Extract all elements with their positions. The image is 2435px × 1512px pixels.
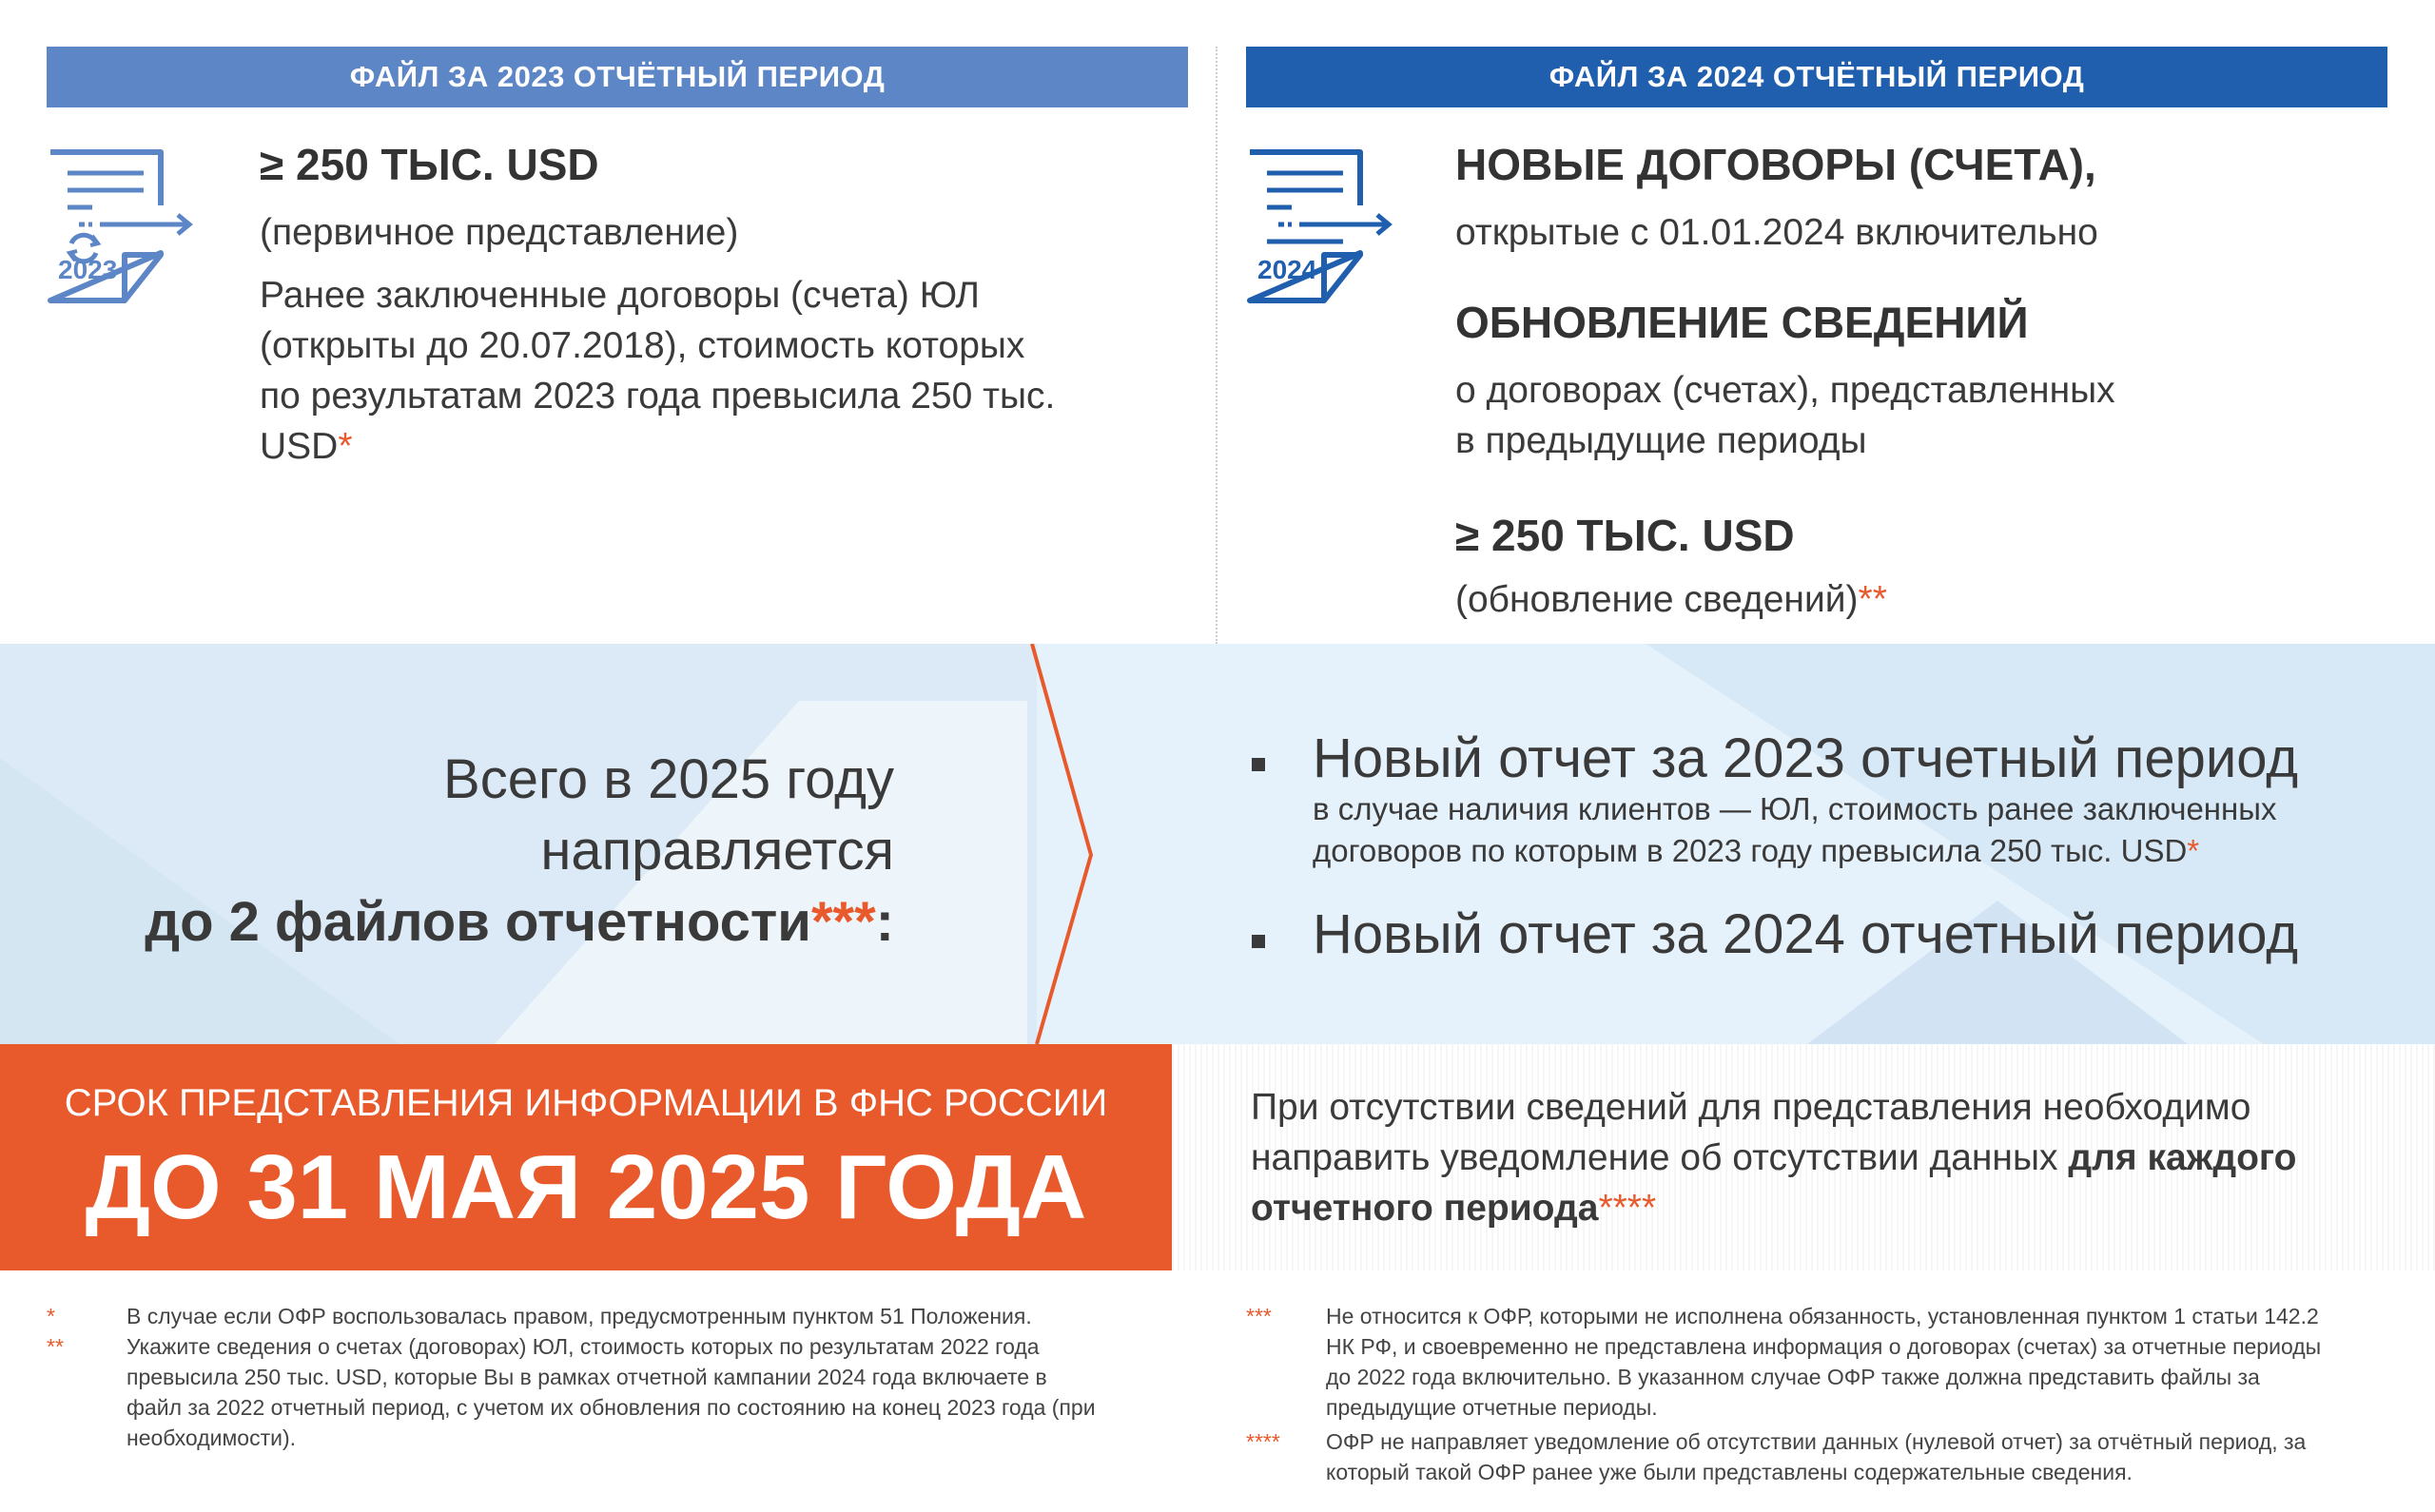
footnote-line: необходимости). <box>127 1425 297 1450</box>
left-body-line: USD <box>260 426 339 467</box>
band-summary-text <box>145 744 894 958</box>
left-subtitle: (первичное представление) <box>260 212 739 253</box>
footnote-line: Не относится к ОФР, которыми не исполнена обязанность, установленная пунктом 1 статьи 142.2 <box>1326 1304 2319 1328</box>
right-sub-new-contracts: открытые с 01.01.2024 включительно <box>1455 212 2098 253</box>
footnote-line: НК РФ, и своевременно не представлена информация о договорах (счетах) за отчетные периоды <box>1326 1334 2322 1359</box>
right-sub-update-line: в предыдущие периоды <box>1455 420 1867 461</box>
deadline-caption: СРОК ПРЕДСТАВЛЕНИЯ ИНФОРМАЦИИ В ФНС РОССИИ <box>64 1082 1108 1124</box>
document-2024-icon <box>1246 148 1398 305</box>
footnote-mark: * <box>338 426 353 467</box>
icon-year-label: 2024 <box>1257 255 1317 284</box>
column-divider <box>1216 47 1218 644</box>
footnote-text <box>1326 1426 2306 1487</box>
bullet-title-2023: Новый отчет за 2023 отчетный период <box>1313 727 2299 789</box>
footnote-line: который такой ОФР ранее уже были представлены содержательные сведения. <box>1326 1460 2133 1484</box>
footnote-text <box>1326 1301 2321 1423</box>
notice-panel <box>1172 1044 2435 1270</box>
footnote-line: предыдущие отчетные периоды. <box>1326 1395 1658 1420</box>
notice-line: При отсутствии сведений для представления необходимо <box>1251 1087 2251 1128</box>
bullet-marker <box>1252 758 1265 771</box>
right-title-update: ОБНОВЛЕНИЕ СВЕДЕНИЙ <box>1455 298 2029 347</box>
footnote-text: В случае если ОФР воспользовалась правом, предусмотренным пунктом 51 Положения. <box>127 1304 1032 1328</box>
header-2024-period: ФАЙЛ ЗА 2024 ОТЧЁТНЫЙ ПЕРИОД <box>1246 47 2387 107</box>
right-title-new-contracts: НОВЫЕ ДОГОВОРЫ (СЧЕТА), <box>1455 140 2096 189</box>
bullet-marker <box>1252 935 1265 948</box>
notice-bold: для каждого <box>2068 1137 2297 1178</box>
footnote-mark: **** <box>1246 1429 1280 1454</box>
band-colon: : <box>875 891 894 953</box>
footnote-mark: * <box>47 1304 55 1328</box>
notice-bold: отчетного периода <box>1251 1188 1599 1229</box>
summary-band <box>0 644 2435 1044</box>
icon-year-label: 2023 <box>58 255 118 284</box>
bullet-desc-line: договоров по которым в 2023 году превысила 250 тыс. USD <box>1313 833 2188 868</box>
document-2023-icon <box>47 148 199 305</box>
left-body-line: по результатам 2023 года превысила 250 тыс. <box>260 376 1056 417</box>
left-body-line: Ранее заключенные договоры (счета) ЮЛ <box>260 275 980 316</box>
right-sub-threshold <box>1455 574 1887 625</box>
left-body <box>260 270 1055 472</box>
footnote-mark: *** <box>810 891 876 953</box>
right-sub-update <box>1455 365 2115 466</box>
header-2023-period: ФАЙЛ ЗА 2023 ОТЧЁТНЫЙ ПЕРИОД <box>47 47 1188 107</box>
footnote-mark: * <box>2187 833 2200 868</box>
left-body-line: (открыты до 20.07.2018), стоимость которых <box>260 325 1025 366</box>
bullet-desc-line: в случае наличия клиентов — ЮЛ, стоимость ранее заключенных <box>1313 791 2277 826</box>
footnote-text <box>127 1331 1096 1453</box>
footnote-line: Укажите сведения о счетах (договорах) ЮЛ, стоимость которых по результатам 2022 года <box>127 1334 1040 1359</box>
footnote-mark: **** <box>1598 1188 1657 1229</box>
right-title-threshold: ≥ 250 ТЫС. USD <box>1455 511 1795 560</box>
footnote-mark: ** <box>47 1334 64 1359</box>
footnote-mark: ** <box>1858 579 1887 620</box>
right-sub-update-line: о договорах (счетах), представленных <box>1455 370 2115 411</box>
band-line: Всего в 2025 году <box>443 748 894 810</box>
deadline-banner <box>0 1044 1172 1270</box>
footnote-line: файл за 2022 отчетный период, с учетом их обновления по состоянию на конец 2023 года (при <box>127 1395 1096 1420</box>
footnote-line: до 2022 года включительно. В указанном случае ОФР также должна представить файлы за <box>1326 1365 2260 1389</box>
left-title: ≥ 250 ТЫС. USD <box>260 140 599 189</box>
bullet-title-2024: Новый отчет за 2024 отчетный период <box>1313 903 2299 965</box>
deadline-date: ДО 31 МАЯ 2025 ГОДА <box>85 1136 1087 1238</box>
footnote-line: превысила 250 тыс. USD, которые Вы в рамках отчетной кампании 2024 года включаете в <box>127 1365 1047 1389</box>
bullet-desc-2023 <box>1313 788 2276 872</box>
footnote-mark: *** <box>1246 1304 1272 1328</box>
band-line: направляется <box>540 820 894 882</box>
notice-line: направить уведомление об отсутствии данных <box>1251 1137 2069 1178</box>
right-sub-threshold-text: (обновление сведений) <box>1455 579 1859 620</box>
band-line-bold: до 2 файлов отчетности <box>145 891 811 953</box>
footnote-line: ОФР не направляет уведомление об отсутствии данных (нулевой отчет) за отчётный период, за <box>1326 1429 2307 1454</box>
notice-text <box>1251 1082 2296 1233</box>
